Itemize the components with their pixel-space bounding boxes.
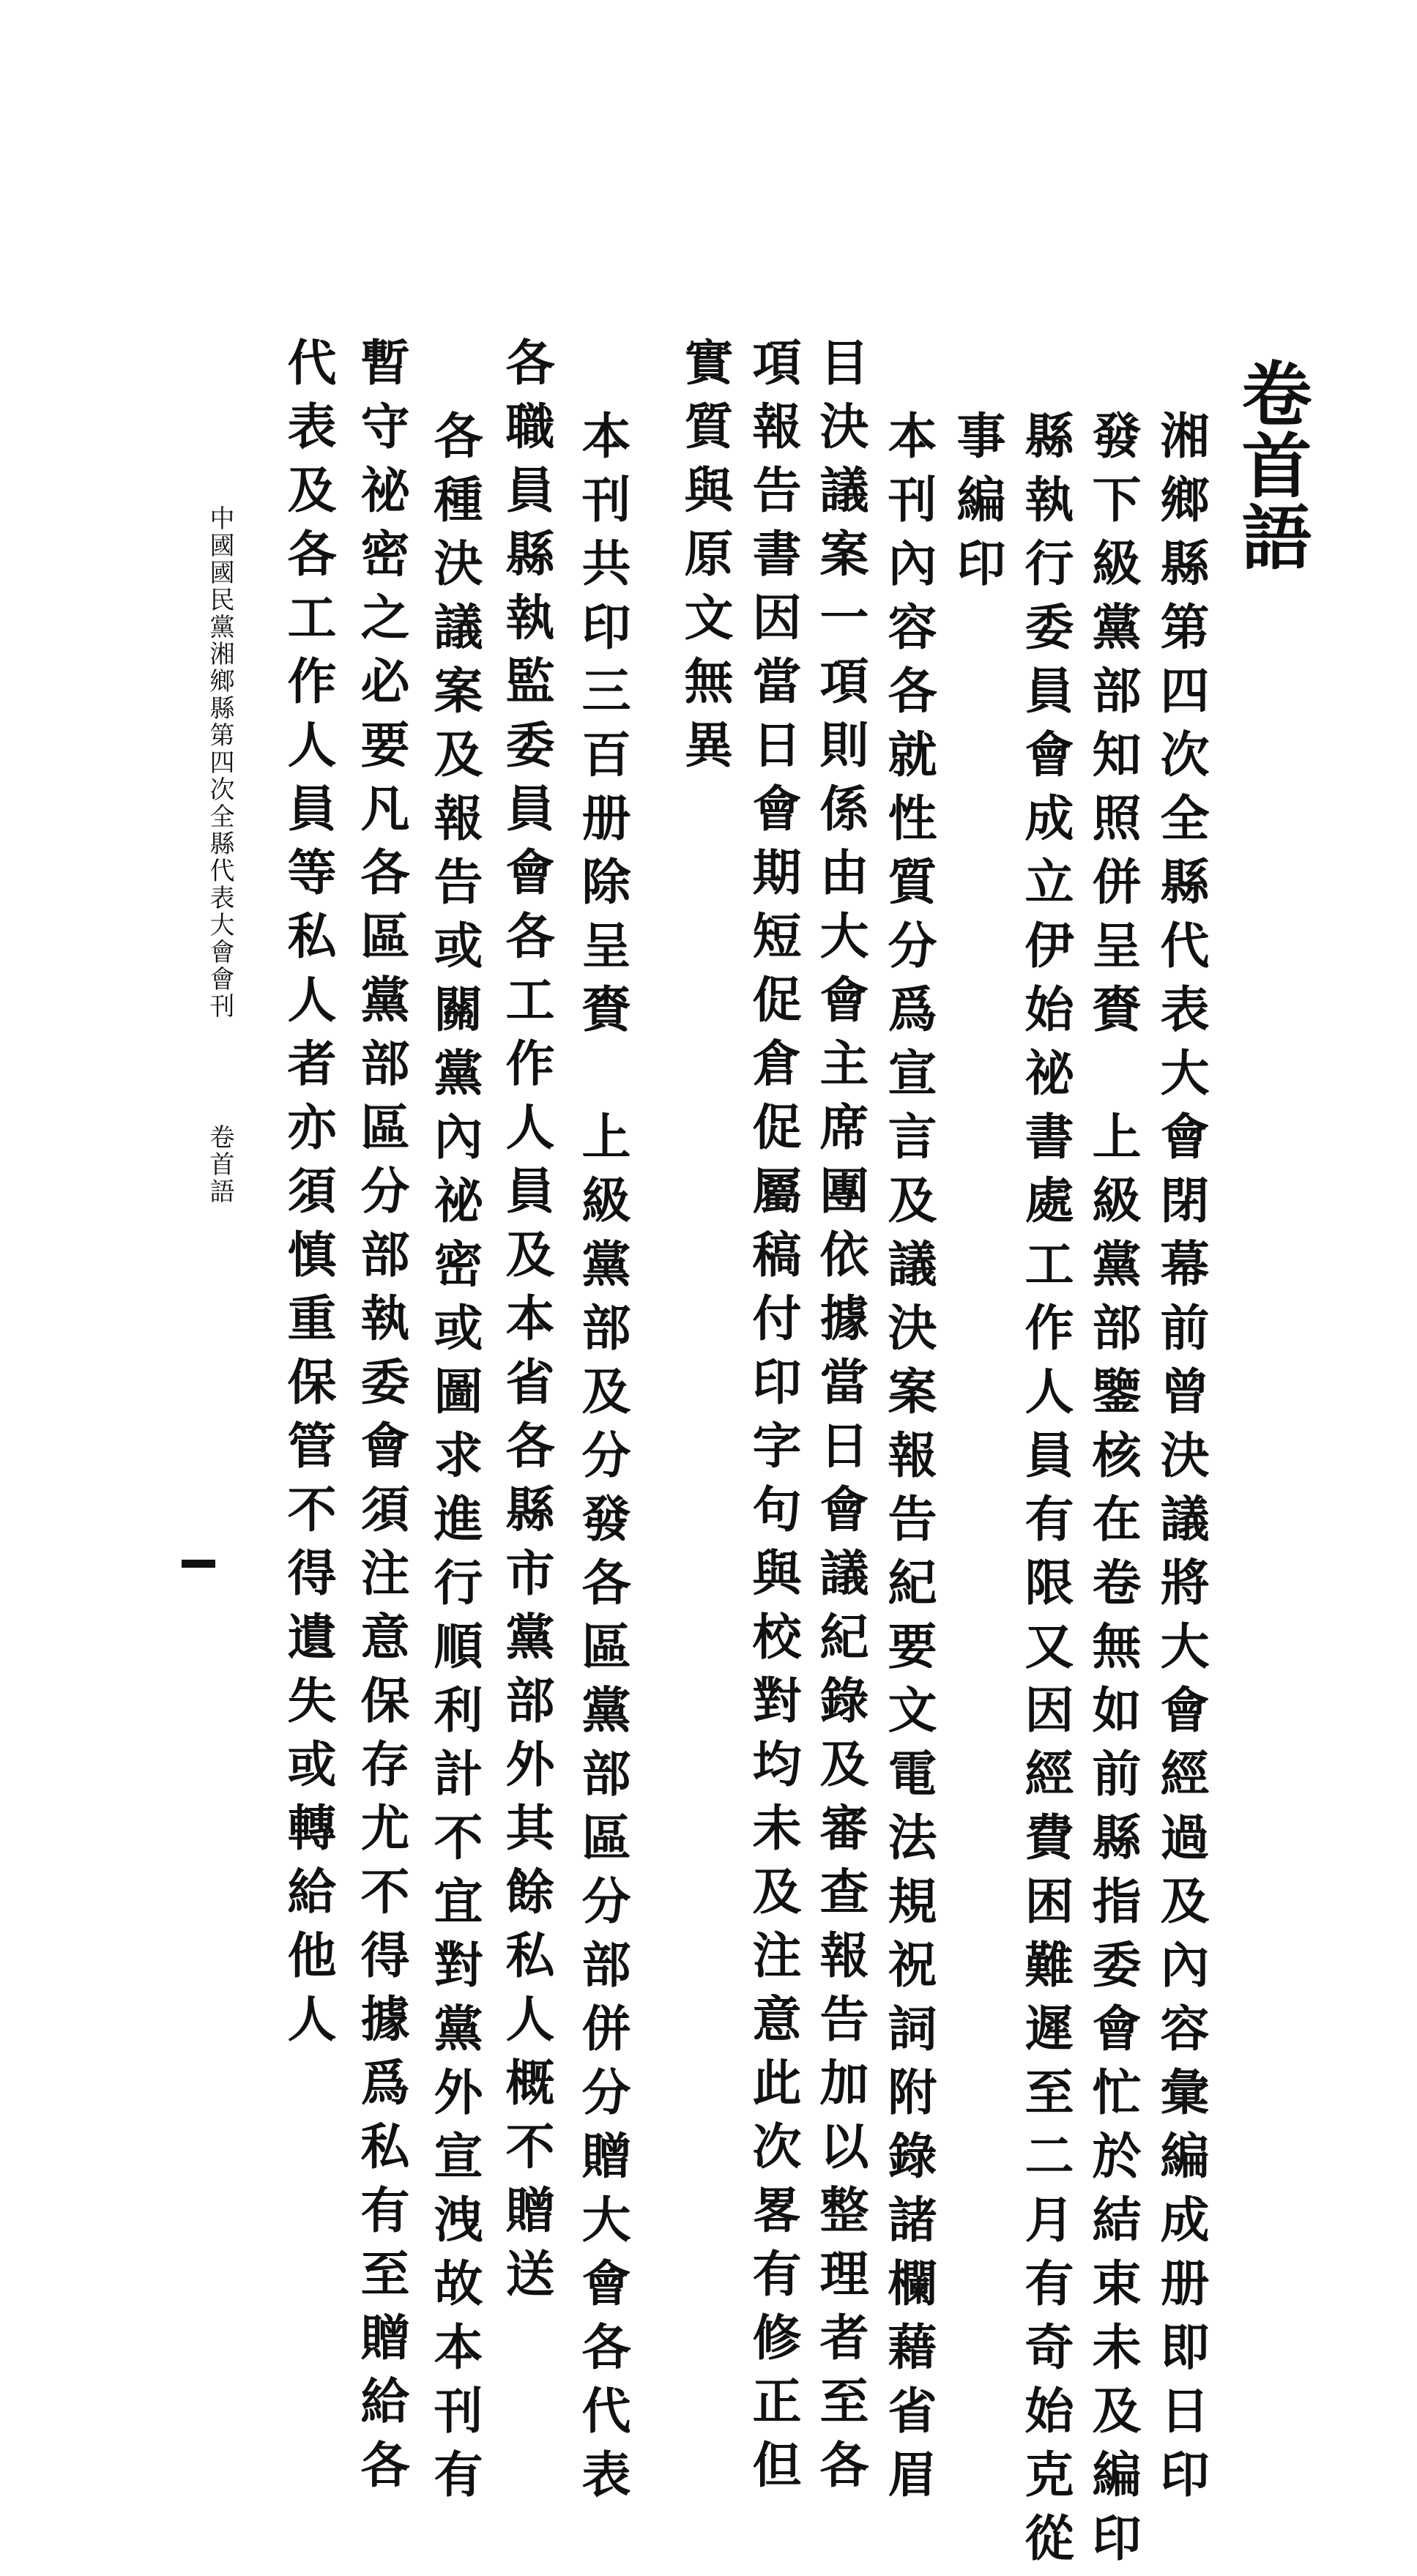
text-column-11: 各種決議案及報告或關黨內祕密或圖求進行順利計不宜對黨外宣洩故本刊有 (426, 410, 484, 2512)
text-column-2: 發下級黨部知照併呈賚 上級黨部鑒核在卷無如前縣指委會忙於結束未及編印 (1085, 410, 1142, 2576)
page-number-mark (182, 1560, 215, 1568)
text-column-8: 實質與原文無異 (677, 337, 734, 783)
text-column-4: 事編印 (949, 410, 1007, 601)
text-column-5: 本刊內容各就性質分爲宣言及議決案報告紀要文電法規祝詞附錄諸欄藉省眉 (880, 410, 938, 2512)
text-column-10: 各職員縣執監委員會各工作人員及本省各縣市黨部外其餘私人概不贈送 (498, 337, 556, 2312)
footer-section: 卷首語 (205, 1124, 234, 1205)
text-column-13: 代表及各工作人員等私人者亦須慎重保管不得遺失或轉給他人 (280, 337, 338, 2057)
text-column-6: 目決議案一項則係由大會主席團依據當日會議紀錄及審查報告加以整理者至各 (812, 337, 870, 2503)
page-title: 卷首語 (1230, 357, 1313, 573)
text-column-1: 湘鄉縣第四次全縣代表大會閉幕前曾決議將大會經過及內容彙編成册即日印 (1153, 410, 1210, 2512)
text-column-9: 本刊共印三百册除呈賚 上級黨部及分發各區黨部區分部併分贈大會各代表 (574, 410, 632, 2512)
text-column-7: 項報告書因當日會期短促倉促屬稿付印字句與校對均未及注意此次畧有修正但 (745, 337, 803, 2503)
footer-publication: 中國國民黨湘鄉縣第四次全縣代表大會會刊 (205, 505, 234, 1020)
text-column-12: 暫守祕密之必要凡各區黨部區分部執委會須注意保存尤不得據爲私有至贈給各 (353, 337, 411, 2503)
text-column-3: 縣執行委員會成立伊始祕書處工作人員有限又因經費困難遲至二月有奇始克從 (1017, 410, 1075, 2576)
